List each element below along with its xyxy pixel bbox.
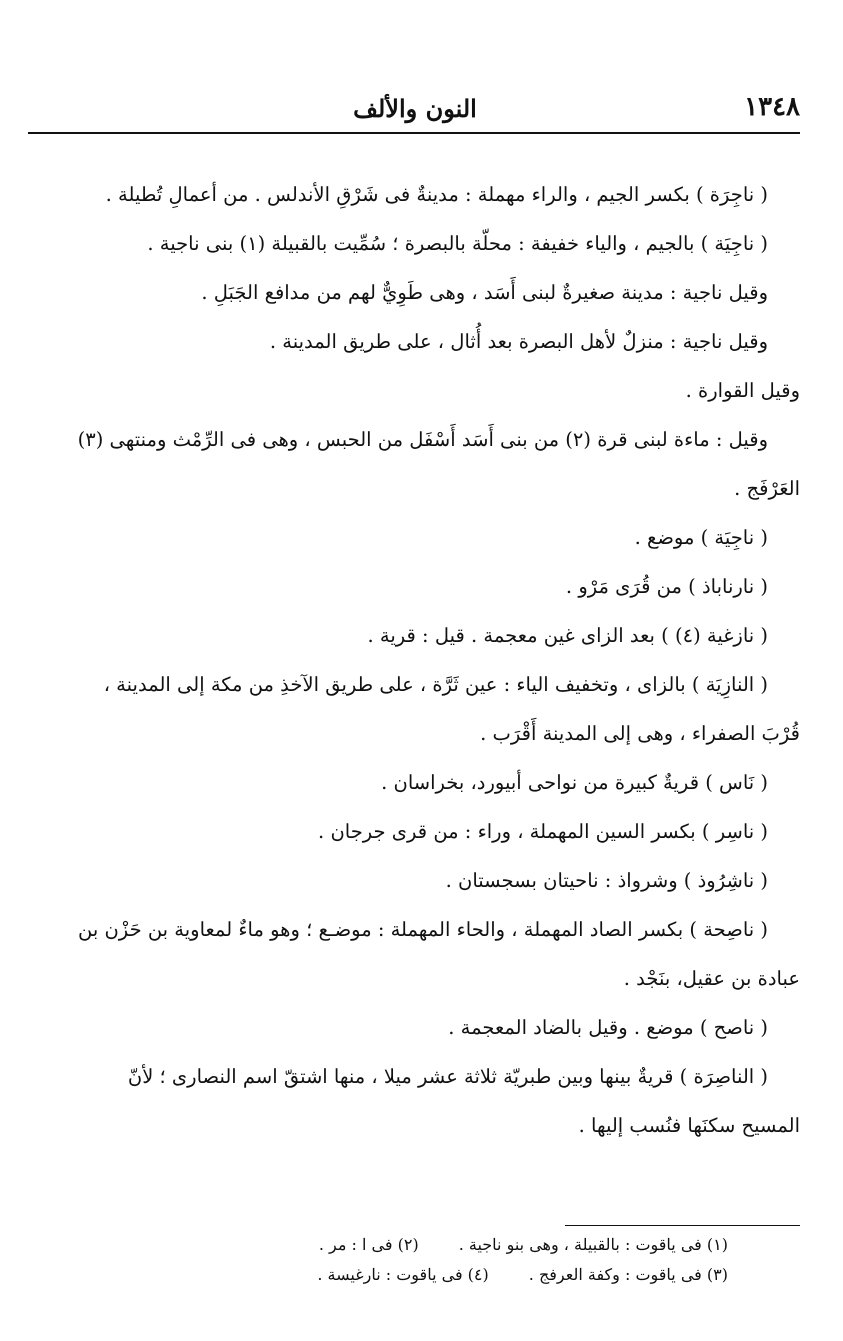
paragraph: ( نارناباذ ) من قُرَى مَرْو . — [565, 575, 768, 598]
footnote-entry: (٤) فى ياقوت : نارغيسة . — [317, 1265, 489, 1284]
running-title: النون والألف — [353, 94, 477, 123]
paragraph: قُرْبَ الصفراء ، وهى إلى المدينة أَقْرَب . — [480, 722, 800, 745]
footnote-entry: (١) فى ياقوت : بالقبيلة ، وهى بنو ناجية . — [458, 1235, 728, 1254]
paragraph: العَرْفَج . — [734, 477, 800, 500]
footnote-entry: (٢) فى ا : مر . — [318, 1235, 419, 1254]
paragraph: وقيل ناجية : منزلٌ لأهل البصرة بعد أُثال ، على طريق المدينة . — [269, 330, 768, 353]
footnote-line — [28, 1260, 768, 1290]
paragraph: ( نازغية (٤) ) بعد الزاى غين معجمة . قيل : قرية . — [367, 624, 768, 647]
footnote-entry: (٣) فى ياقوت : وكفة العرفج . — [528, 1265, 728, 1284]
paragraph: ( ناسِر ) بكسر السين المهملة ، وراء : من قرى جرجان . — [318, 820, 768, 843]
paragraph: عبادة بن عقيل، بنَجْد . — [623, 967, 800, 990]
paragraph: وقيل ناجية : مدينة صغيرةٌ لبنى أَسَد ، وهى طَوِيٌّ لهم من مدافع الجَبَلِ . — [201, 281, 768, 304]
paragraph: ( ناصح ) موضع . وقيل بالضاد المعجمة . — [448, 1016, 768, 1039]
page-number: ١٣٤٨ — [744, 92, 800, 122]
paragraph: المسيح سكنَها فنُسب إليها . — [578, 1114, 800, 1137]
footnotes — [28, 1230, 768, 1290]
paragraph: ( ناجِيَة ) بالجيم ، والياء خفيفة : محلّة بالبصرة ؛ سُمِّيت بالقبيلة (١) بنى ناجية . — [147, 232, 768, 255]
paragraph: وقيل القوارة . — [685, 379, 800, 402]
paragraph: ( ناجِيَة ) موضع . — [634, 526, 768, 549]
paragraph: وقيل : ماءة لبنى قرة (٢) من بنى أَسَد أَسْفَل من الحبس ، وهى فى الرِّمْث ومنتهى (٣) — [77, 428, 768, 451]
paragraph: ( الناصِرَة ) قريةٌ بينها وبين طبريّة ثلاثة عشر ميلا ، منها اشتقّ اسم النصارى ؛ لأنّ — [127, 1065, 768, 1088]
main-text — [28, 170, 800, 1150]
paragraph: ( ناصِحة ) بكسر الصاد المهملة ، والحاء المهملة : موضـع ؛ وهو ماءٌ لمعاوية بن حَزْن بن — [78, 918, 768, 941]
paragraph: ( النازِيَة ) بالزاى ، وتخفيف الياء : عين ثَرَّة ، على طريق الآخذِ من مكة إلى المدينة ، — [103, 673, 768, 696]
paragraph: ( ناجِرَة ) بكسر الجيم ، والراء مهملة : مدينةٌ فى شَرْقِ الأندلس . من أعمالِ تُطيلة . — [105, 183, 768, 206]
page-header — [30, 92, 800, 132]
header-rule — [28, 132, 800, 134]
paragraph: ( نَاس ) قريةٌ كبيرة من نواحى أبيورد، بخراسان . — [381, 771, 768, 794]
footnote-rule — [565, 1225, 800, 1226]
paragraph: ( ناشِرُوذ ) وشرواذ : ناحيتان بسجستان . — [445, 869, 768, 892]
footnote-line — [28, 1230, 768, 1260]
